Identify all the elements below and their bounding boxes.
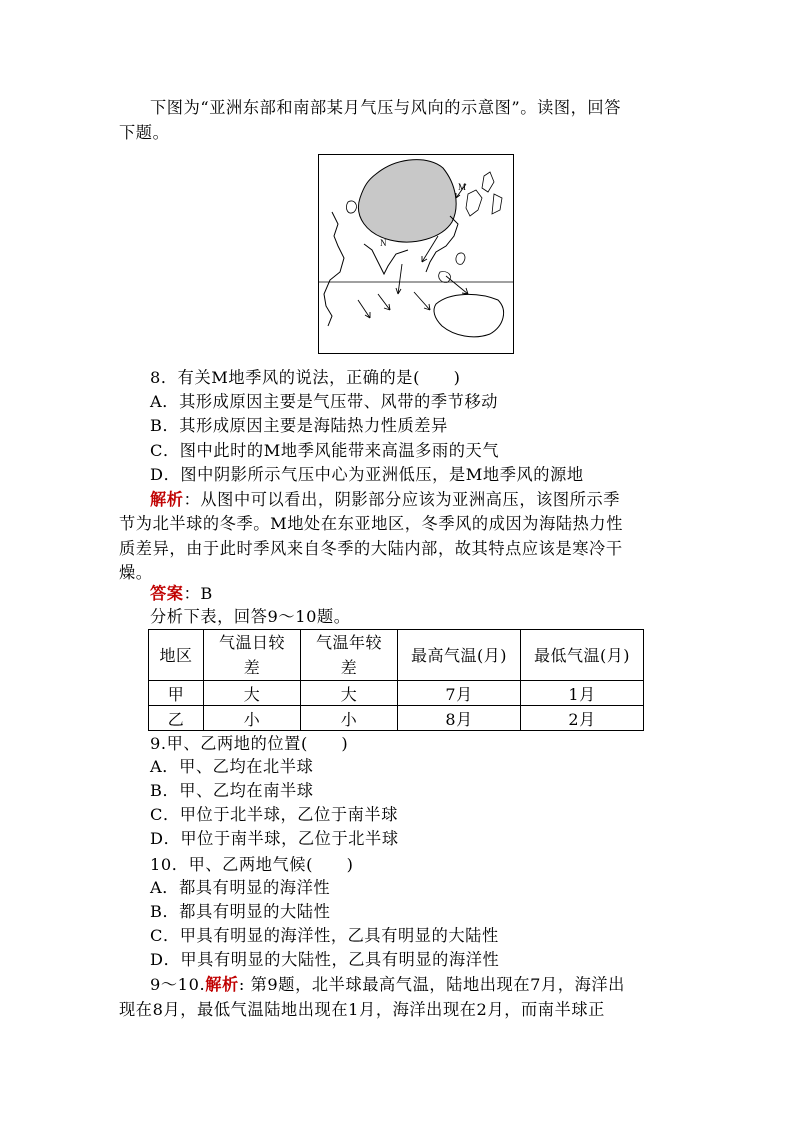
answer-label: 答案 <box>150 584 184 603</box>
table-row <box>149 681 644 706</box>
table-header-text: 气温日较 <box>218 633 285 652</box>
q8-option-a: A．其形成原因主要是气压带、风带的季节移动 <box>150 392 499 411</box>
table-header-text: 地区 <box>159 645 193 665</box>
table-header-text: 差 <box>243 658 261 677</box>
q10-option-d: D．甲具有明显的大陆性，乙具有明显的海洋性 <box>150 950 500 969</box>
analysis-label: 解析 <box>205 975 239 994</box>
table-header-row <box>149 630 644 681</box>
table-row <box>149 706 644 731</box>
q9-option-b: B．甲、乙均在南半球 <box>150 781 314 800</box>
analysis910-line-1 <box>150 973 625 997</box>
q8-option-c: C．图中此时的M地季风能带来高温多雨的天气 <box>150 441 500 460</box>
map-label-n: N <box>380 238 387 248</box>
analysis-label: 解析 <box>150 490 184 509</box>
climate-table <box>148 629 644 731</box>
table-header-cell <box>204 630 301 681</box>
analysis8-text-1: ：从图中可以看出，阴影部分应该为亚洲高压，该图所示季 <box>183 490 621 509</box>
q9-option-a: A．甲、乙均在北半球 <box>150 757 314 776</box>
table-cell: 乙 <box>149 706 204 731</box>
table-cell: 8月 <box>398 706 521 731</box>
q9-option-d: D．甲位于南半球，乙位于北半球 <box>150 829 399 848</box>
analysis8-line-1 <box>150 488 620 512</box>
table-header-cell <box>149 630 204 681</box>
table-cell: 大 <box>204 681 301 706</box>
q10-stem: 10．甲、乙两地气候( ) <box>150 855 354 874</box>
map-label-m: M <box>458 182 467 192</box>
q8-option-d: D．图中阴影所示气压中心为亚洲低压，是M地季风的源地 <box>150 465 584 484</box>
table-header-cell <box>521 630 644 681</box>
q10-option-c: C．甲具有明显的海洋性，乙具有明显的大陆性 <box>150 926 499 945</box>
q9-option-c: C．甲位于北半球，乙位于南半球 <box>150 805 399 824</box>
analysis910-prefix: 9～10. <box>150 975 206 994</box>
table-intro: 分析下表，回答9～10题。 <box>150 607 351 626</box>
table-header-text: 差 <box>340 658 358 677</box>
q9-stem: 9.甲、乙两地的位置( ) <box>150 734 349 753</box>
table-header-cell <box>398 630 521 681</box>
q8-stem: 8．有关M地季风的说法，正确的是( ) <box>150 368 461 387</box>
analysis8-line-4: 燥。 <box>119 563 153 582</box>
table-header-cell <box>301 630 398 681</box>
q10-option-b: B．都具有明显的大陆性 <box>150 902 331 921</box>
q10-option-a: A．都具有明显的海洋性 <box>150 878 331 897</box>
analysis910-text-1: : 第9题，北半球最高气温，陆地出现在7月，海洋出 <box>238 975 625 994</box>
analysis8-line-3: 质差异，由于此时季风来自冬季的大陆内部，故其特点应该是寒冷干 <box>119 539 623 558</box>
table-header-text: 最高气温(月) <box>411 645 507 665</box>
intro-line-1: 下图为“亚洲东部和南部某月气压与风向的示意图”。读图，回答 <box>150 98 622 117</box>
answer8 <box>150 582 213 606</box>
analysis910-line-2: 现在8月，最低气温陆地出现在1月，海洋出现在2月，而南半球正 <box>119 1000 605 1019</box>
table-header-text: 气温年较 <box>315 633 382 652</box>
q8-option-b: B．其形成原因主要是海陆热力性质差异 <box>150 416 448 435</box>
pressure-wind-map <box>318 154 514 354</box>
table-cell: 甲 <box>149 681 204 706</box>
table-header-text: 最低气温(月) <box>534 645 630 665</box>
table-cell: 大 <box>301 681 398 706</box>
table-cell: 小 <box>204 706 301 731</box>
table-cell: 1月 <box>521 681 644 706</box>
answer-value: ：B <box>183 584 213 603</box>
table-cell: 小 <box>301 706 398 731</box>
intro-line-2: 下题。 <box>119 123 170 142</box>
table-cell: 2月 <box>521 706 644 731</box>
analysis8-line-2: 节为北半球的冬季。M地处在东亚地区，冬季风的成因为海陆热力性 <box>119 514 624 533</box>
table-cell: 7月 <box>398 681 521 706</box>
